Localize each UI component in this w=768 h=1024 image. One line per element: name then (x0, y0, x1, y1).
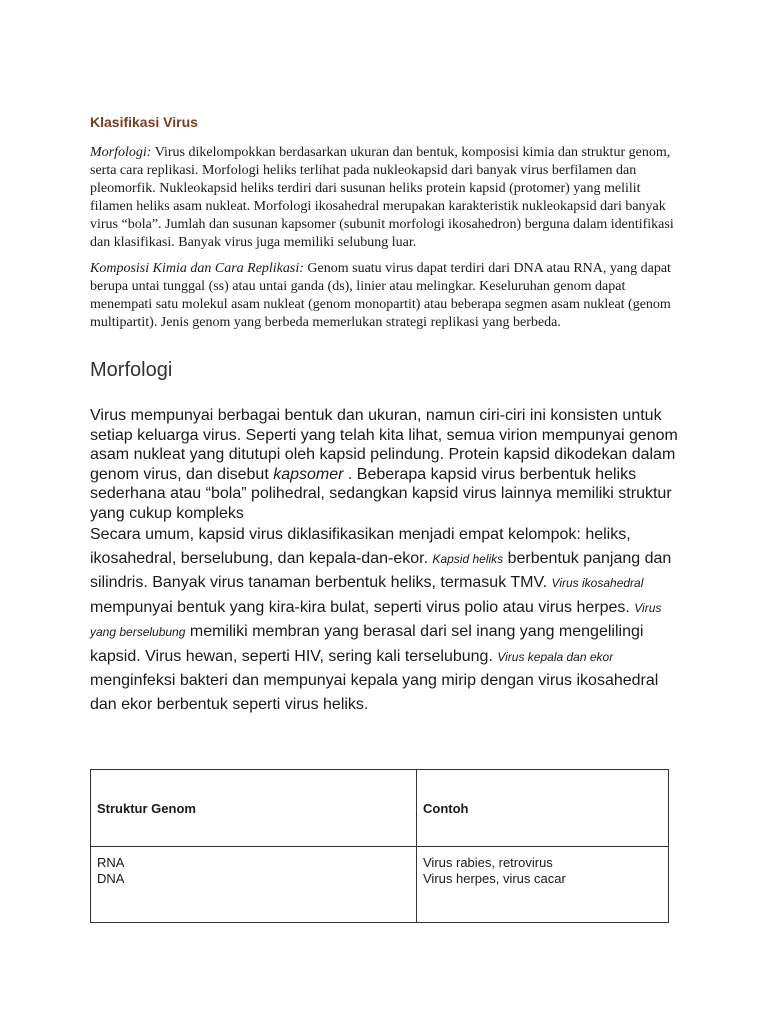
body-paragraph-2 (90, 523, 680, 716)
morfologi-paragraph (90, 144, 680, 252)
genome-dna: DNA (97, 871, 125, 886)
body2-text-b: berbentuk panjang dan silindris. Banyak virus tanaman berbentuk heliks, termasuk TMV. (90, 549, 672, 591)
body2-text-e: menginfeksi bakteri dan mempunyai kepala yang mirip dengan virus ikosahedral dan ekor berbentuk seperti virus heliks. (90, 672, 659, 713)
example-rna: Virus rabies, retrovirus (423, 855, 553, 870)
table-row (91, 847, 669, 923)
komposisi-paragraph (90, 260, 680, 332)
table-header-struktur-genom: Struktur Genom (91, 770, 417, 847)
table-cell-genome (91, 847, 417, 923)
example-dna: Virus herpes, virus cacar (423, 871, 566, 886)
body2-text-d: memiliki membran yang berasal dari sel inang yang mengelilingi kapsid. Virus hewan, seperti HIV, sering kali terselubung. (90, 623, 644, 665)
body2-virus-kepala-ekor: Virus kepala dan ekor (497, 649, 614, 664)
body2-virus-ikosahedral: Virus ikosahedral (551, 576, 644, 590)
genome-table (90, 769, 669, 923)
morfologi-text: Virus dikelompokkan berdasarkan ukuran dan bentuk, komposisi kimia dan struktur genom, serta cara replikasi. Morfologi heliks terlihat pada nukleokapsid dari banyak virus berfilamen dan pleomorfik. Nukleokapsid heliks terdiri dari susunan heliks protein kapsid (protomer) yang melilit filamen heliks asam nukleat. Morfologi ikosahedral merupakan karakteristik nukleokapsid dari banyak virus “bola”. Jumlah dan susunan kapsomer (subunit morfologi ikosahedron) berguna dalam identifikasi dan klasifikasi. Banyak virus juga memiliki selubung luar. (90, 145, 674, 250)
body1-kapsomer: kapsomer (273, 465, 344, 483)
body2-kapsid-heliks: Kapsid heliks (432, 551, 504, 566)
document-title: Klasifikasi Virus (90, 114, 198, 130)
komposisi-label: Komposisi Kimia dan Cara Replikasi: (90, 261, 304, 276)
genome-rna: RNA (97, 855, 125, 870)
body2-text-c: mempunyai bentuk yang kira-kira bulat, seperti virus polio atau virus herpes. (90, 598, 635, 616)
body2-virus-berselubung: Virus yang berselubung (90, 600, 662, 639)
body2-text-a: Secara umum, kapsid virus diklasifikasikan menjadi empat kelompok: heliks, ikosahedral, berselubung, dan kepala-dan-ekor. (90, 526, 631, 567)
section-heading-morfologi: Morfologi (90, 359, 173, 381)
body1-text-b: . Beberapa kapsid virus berbentuk heliks sederhana atau “bola” polihedral, sedangkan kapsid virus lainnya memiliki struktur yang cukup kompleks (90, 465, 672, 522)
table-header-row (91, 770, 669, 847)
body1-text-a: Virus mempunyai berbagai bentuk dan ukuran, namun ciri-ciri ini konsisten untuk setiap keluarga virus. Seperti yang telah kita lihat, semua virion mempunyai genom asam nukleat yang ditutupi oleh kapsid pelindung. Protein kapsid dikodekan dalam genom virus, dan disebut (90, 407, 678, 483)
table-header-contoh: Contoh (417, 770, 669, 847)
document-page (90, 112, 680, 716)
body-paragraph-1 (90, 406, 680, 523)
table-cell-example (417, 847, 669, 923)
morfologi-label: Morfologi: (90, 145, 152, 160)
komposisi-text: Genom suatu virus dapat terdiri dari DNA atau RNA, yang dapat berupa untai tunggal (ss) atau untai ganda (ds), linier atau melingkar. Keseluruhan genom dapat menempati satu molekul asam nukleat (genom monopartit) atau beberapa segmen asam nukleat (genom multipartit). Jenis genom yang berbeda memerlukan strategi replikasi yang berbeda. (90, 261, 671, 330)
